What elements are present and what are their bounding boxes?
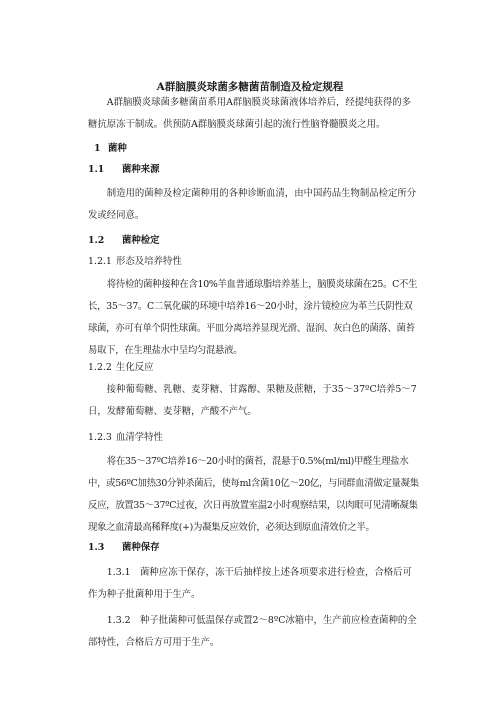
paragraph-1-2-2: 接种葡萄糖、乳糖、麦芽糖、甘露醇、果糖及蔗糖，于35～37ºC培养5～7日，发酵葡萄糖、麦芽糖，产酸不产气。 <box>88 384 417 417</box>
document-title: A群脑膜炎球菌多糖菌苗制造及检定规程 <box>156 81 344 93</box>
section-1-2-heading <box>88 234 160 248</box>
section-title: 血清学特性 <box>116 432 163 443</box>
paragraph-1-2-3: 将在35～37ºC培养16～20小时的菌苔，混悬于0.5%(ml/ml)甲醛生理盐水中，或56ºC加热30分钟杀菌后，使每ml含菌10亿～20亿，与同群血清做定量凝集反应，放置35～37ºC过夜，次日再放置室温2小时观察结果，以肉眼可见清晰凝集现象之血清最高稀释度(+)为凝集反应效价，必须达到原血清效价之半。 <box>88 456 419 533</box>
section-1-1-heading <box>88 163 160 177</box>
section-title: 菌种 <box>108 143 127 154</box>
paragraph-1-1: 制造用的菌种及检定菌种用的各种诊断血清，由中国药品生物制品检定所分发或经同意。 <box>88 188 417 221</box>
paragraph-1-3-2: 1.3.2 种子批菌种可低温保存或置2～8ºC冰箱中，生产前应检查菌种的全部特性，合格后方可用于生产。 <box>88 615 417 648</box>
paragraph-1-2-1: 将待检的菌种接种在含10%羊血普通琼脂培养基上，脑膜炎球菌在25。C不生长，35～37。C二氧化碳的环境中培养16～20小时，涂片镜检应为革兰氏阴性双球菌，亦可有单个阴性球菌。平皿分离培养显现光滑、湿润、灰白色的菌落、菌苔易取下，在生理盐水中呈均匀混悬液。 <box>88 279 418 356</box>
section-1-3-heading <box>88 541 160 555</box>
section-1-2-2-heading <box>88 361 154 375</box>
section-number: 1.1 <box>88 164 105 175</box>
section-title: 生化反应 <box>116 362 154 373</box>
paragraph-1-3-1: 1.3.1 菌种应冻干保存，冻干后抽样按上述各项要求进行检查，合格后可作为种子批菌种用于生产。 <box>88 567 412 600</box>
section-1-2-3-heading <box>88 431 163 445</box>
section-1-heading <box>94 142 127 156</box>
section-number: 1 <box>94 143 101 154</box>
section-title: 菌种保存 <box>122 542 160 553</box>
section-1-2-1-heading <box>88 255 182 269</box>
intro-paragraph: A群脑膜炎球菌多糖菌苗系用A群脑膜炎球菌液体培养后，经提纯获得的多糖抗原冻干制成。供预防A群脑膜炎球菌引起的流行性脑脊髓膜炎之用。 <box>88 97 411 130</box>
section-number: 1.2.1 <box>88 256 112 267</box>
section-number: 1.2 <box>88 235 105 246</box>
section-number: 1.3 <box>88 542 105 553</box>
section-number: 1.2.2 <box>88 362 112 373</box>
section-title: 菌种检定 <box>122 235 160 246</box>
section-number: 1.2.3 <box>88 432 112 443</box>
section-title: 菌种来源 <box>122 164 160 175</box>
section-title: 形态及培养特性 <box>116 256 182 267</box>
